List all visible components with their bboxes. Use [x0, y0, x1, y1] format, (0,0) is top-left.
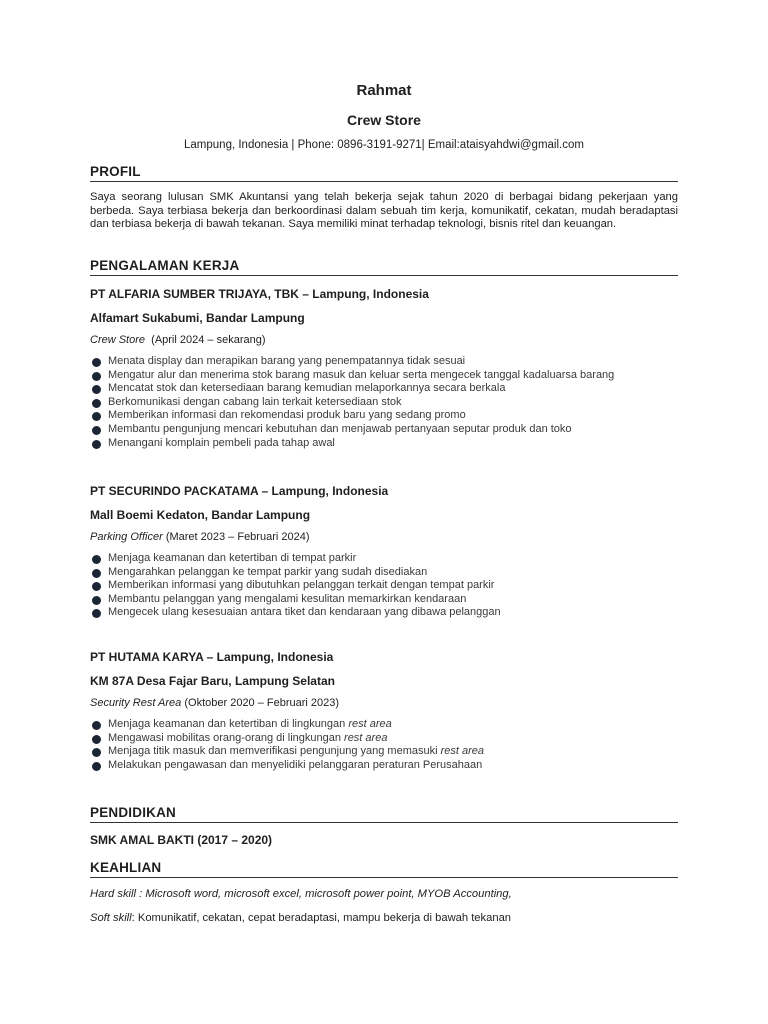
duty-emphasis: rest area — [348, 718, 392, 730]
bullet-icon — [92, 426, 101, 435]
soft-skill-label: Soft skill — [90, 912, 132, 924]
bullet-icon — [92, 569, 101, 578]
job-period: (April 2024 – sekarang) — [151, 334, 266, 346]
list-item — [90, 732, 678, 746]
job-entry — [90, 484, 678, 620]
education-school: SMK AMAL BAKTI (2017 – 2020) — [90, 833, 273, 847]
job-duties — [90, 355, 678, 450]
bullet-icon — [92, 412, 101, 421]
duty-text: Menangani komplain pembeli pada tahap awal — [108, 436, 335, 449]
duty-text: Mencatat stok dan ketersediaan barang kemudian melaporkannya secara berkala — [108, 382, 506, 395]
list-item — [90, 593, 678, 607]
contact-line: Lampung, Indonesia | Phone: 0896-3191-9271| Email:ataisyahdwi@gmail.com — [184, 139, 584, 151]
job-company: PT SECURINDO PACKATAMA – Lampung, Indonesia — [90, 484, 389, 498]
job-title-line — [90, 697, 678, 709]
duty-emphasis: rest area — [344, 731, 388, 744]
job-entry — [90, 287, 678, 450]
duty-text: Memberikan informasi dan rekomendasi produk baru yang sedang promo — [108, 409, 466, 422]
duty-text: Berkomunikasi dengan cabang lain terkait ketersediaan stok — [108, 395, 402, 408]
duty-text: Membantu pelanggan yang mengalami kesulitan memarkirkan kendaraan — [108, 592, 467, 605]
list-item — [90, 579, 678, 593]
education-heading: PENDIDIKAN — [90, 805, 678, 823]
bullet-icon — [92, 596, 101, 605]
job-duties — [90, 718, 678, 772]
list-item — [90, 409, 678, 423]
bullet-icon — [92, 372, 101, 381]
job-position: Crew Store — [90, 334, 146, 346]
duty-text: Mengawasi mobilitas orang-orang di lingkungan — [108, 731, 345, 744]
duty-text: Menjaga titik masuk dan memverifikasi pengunjung yang memasuki — [108, 745, 441, 758]
soft-skill-text: : Komunikatif, cekatan, cepat beradaptasi, mampu bekerja di bawah tekanan — [131, 912, 512, 924]
duty-text: Menjaga keamanan dan ketertiban di tempat parkir — [108, 552, 357, 564]
job-location: KM 87A Desa Fajar Baru, Lampung Selatan — [90, 674, 335, 688]
job-period: (Maret 2023 – Februari 2024) — [165, 531, 310, 543]
job-title-line — [90, 531, 678, 543]
duty-text: Membantu pengunjung mencari kebutuhan dan menjawab pertanyaan seputar produk dan toko — [108, 422, 572, 435]
bullet-icon — [92, 440, 101, 449]
experience-section — [90, 258, 678, 276]
experience-heading: PENGALAMAN KERJA — [90, 258, 678, 276]
bullet-icon — [92, 721, 101, 730]
profile-text: Saya seorang lulusan SMK Akuntansi yang telah bekerja sejak tahun 2020 di berbagai bidang pekerjaan yang berbeda. Saya terbiasa bekerja dan berkoordinasi dalam sebuah tim kerja, komunikatif, cekatan, mudah beradaptasi dan terbiasa bekerja di bawah tekanan. Saya memiliki minat terhadap teknologi, bisnis ritel dan keuangan. — [90, 191, 678, 231]
job-entry — [90, 650, 678, 772]
duty-text: Mengarahkan pelanggan ke tempat parkir yang sudah disediakan — [108, 565, 428, 578]
job-title-line — [90, 334, 678, 346]
job-location: Alfamart Sukabumi, Bandar Lampung — [90, 311, 305, 325]
job-company: PT HUTAMA KARYA – Lampung, Indonesia — [90, 650, 334, 664]
list-item — [90, 396, 678, 410]
job-company: PT ALFARIA SUMBER TRIJAYA, TBK – Lampung, Indonesia — [90, 287, 429, 301]
job-duties — [90, 552, 678, 620]
list-item — [90, 718, 678, 732]
hard-skill-text: Microsoft word, microsoft excel, microsoft power point, MYOB Accounting, — [142, 888, 512, 900]
duty-text: Menjaga keamanan dan ketertiban di lingkungan — [108, 718, 349, 730]
bullet-icon — [92, 735, 101, 744]
list-item — [90, 745, 678, 759]
duty-text: Melakukan pengawasan dan menyelidiki pelanggaran peraturan Perusahaan — [108, 758, 483, 771]
job-location: Mall Boemi Kedaton, Bandar Lampung — [90, 508, 311, 522]
list-item — [90, 759, 678, 773]
bullet-icon — [92, 582, 101, 591]
job-position: Security Rest Area — [90, 697, 182, 709]
bullet-icon — [92, 358, 101, 367]
list-item — [90, 552, 678, 566]
hard-skill-label: Hard skill : — [90, 888, 143, 900]
list-item — [90, 566, 678, 580]
profile-section — [90, 164, 678, 232]
bullet-icon — [92, 555, 101, 564]
bullet-icon — [92, 399, 101, 408]
education-section — [90, 805, 678, 847]
duty-text: Mengatur alur dan menerima stok barang masuk dan keluar serta mengecek tanggal kadaluarsa barang — [108, 368, 615, 381]
list-item — [90, 606, 678, 620]
list-item — [90, 437, 678, 451]
soft-skill-line — [90, 912, 678, 924]
job-position: Parking Officer — [90, 531, 163, 543]
skills-heading: KEAHLIAN — [90, 860, 678, 878]
skills-section — [90, 860, 678, 924]
duty-text: Menata display dan merapikan barang yang penempatannya tidak sesuai — [108, 355, 466, 367]
job-period: (Oktober 2020 – Februari 2023) — [184, 697, 340, 709]
list-item — [90, 423, 678, 437]
list-item — [90, 369, 678, 383]
resume-role: Crew Store — [347, 112, 421, 128]
resume-name: Rahmat — [356, 82, 412, 99]
hard-skill-line — [90, 888, 678, 900]
profile-heading: PROFIL — [90, 164, 678, 182]
bullet-icon — [92, 762, 101, 771]
duty-text: Memberikan informasi yang dibutuhkan pelanggan terkait dengan tempat parkir — [108, 579, 495, 592]
duty-emphasis: rest area — [440, 745, 485, 758]
duty-text: Mengecek ulang kesesuaian antara tiket dan kendaraan yang dibawa pelanggan — [108, 606, 501, 619]
list-item — [90, 355, 678, 369]
bullet-icon — [92, 609, 101, 618]
bullet-icon — [92, 748, 101, 757]
list-item — [90, 382, 678, 396]
bullet-icon — [92, 385, 101, 394]
